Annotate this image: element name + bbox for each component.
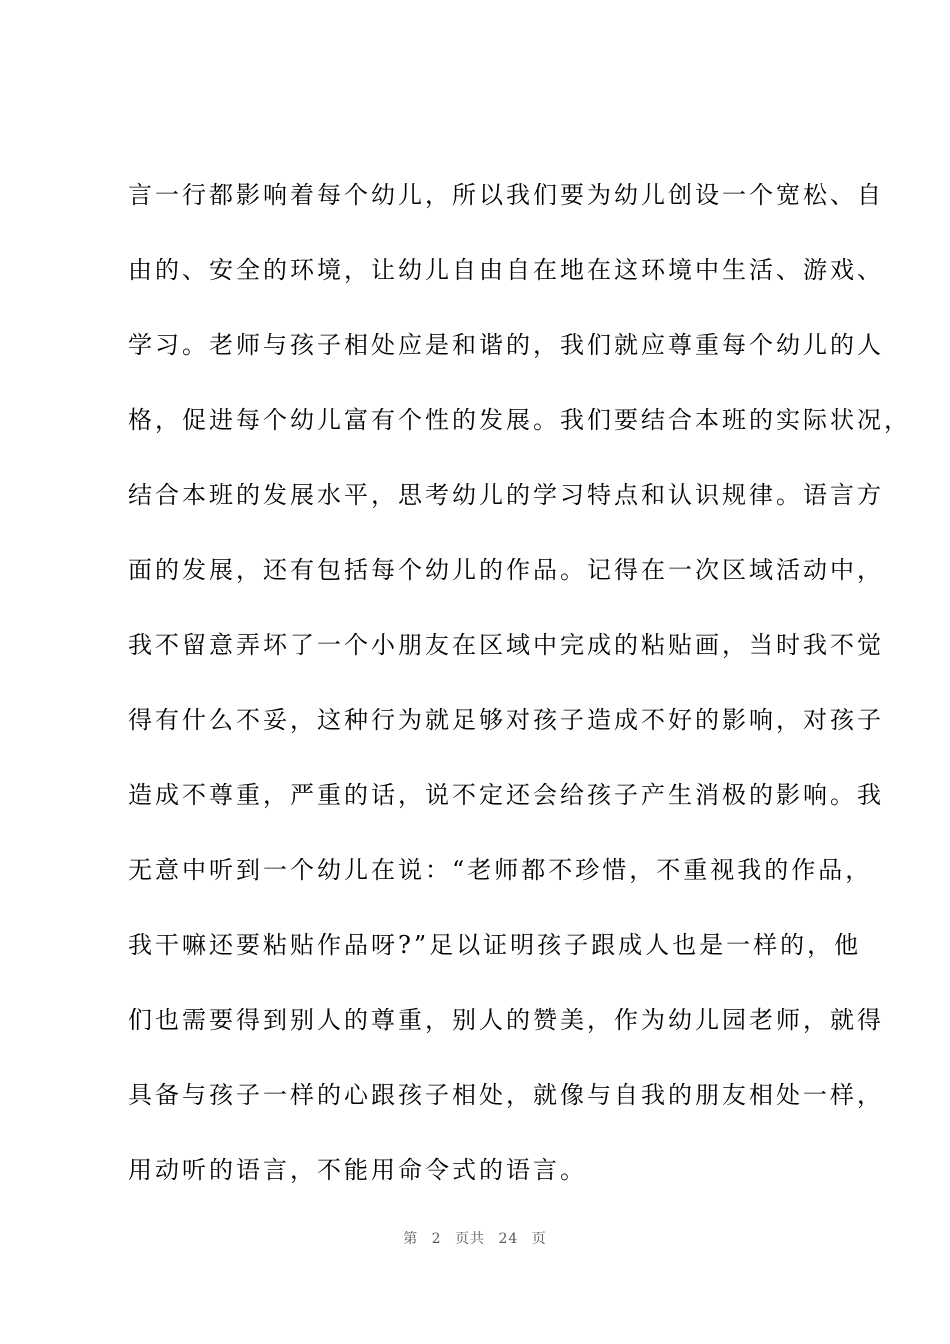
page-number-footer: 第 2 页共 24 页 [403,1231,547,1247]
paragraph-line: 学习。老师与孩子相处应是和谐的，我们就应尊重每个幼儿的人 [128,331,884,359]
paragraph-line: 言一行都影响着每个幼儿，所以我们要为幼儿创设一个宽松、自 [128,181,884,209]
paragraph-line: 由的、安全的环境，让幼儿自由自在地在这环境中生活、游戏、 [128,256,884,284]
paragraph-line: 造成不尊重，严重的话，说不定还会给孩子产生消极的影响。我 [128,781,884,809]
paragraph-line: 具备与孩子一样的心跟孩子相处，就像与自我的朋友相处一样， [128,1081,884,1109]
paragraph-line: 格，促进每个幼儿富有个性的发展。我们要结合本班的实际状况， [128,406,911,434]
paragraph-line: 们也需要得到别人的尊重，别人的赞美，作为幼儿园老师，就得 [128,1006,884,1034]
paragraph-line: 面的发展，还有包括每个幼儿的作品。记得在一次区域活动中， [128,556,884,584]
paragraph-line: 结合本班的发展水平，思考幼儿的学习特点和认识规律。语言方 [128,481,884,509]
paragraph-line: 无意中听到一个幼儿在说：“老师都不珍惜，不重视我的作品， [128,856,873,884]
paragraph-line: 得有什么不妥，这种行为就足够对孩子造成不好的影响，对孩子 [128,706,884,734]
paragraph-line: 用动听的语言，不能用命令式的语言。 [128,1156,587,1184]
paragraph-line: 我不留意弄坏了一个小朋友在区域中完成的粘贴画，当时我不觉 [128,631,884,659]
paragraph-line: 我干嘛还要粘贴作品呀?”足以证明孩子跟成人也是一样的，他 [128,931,862,959]
